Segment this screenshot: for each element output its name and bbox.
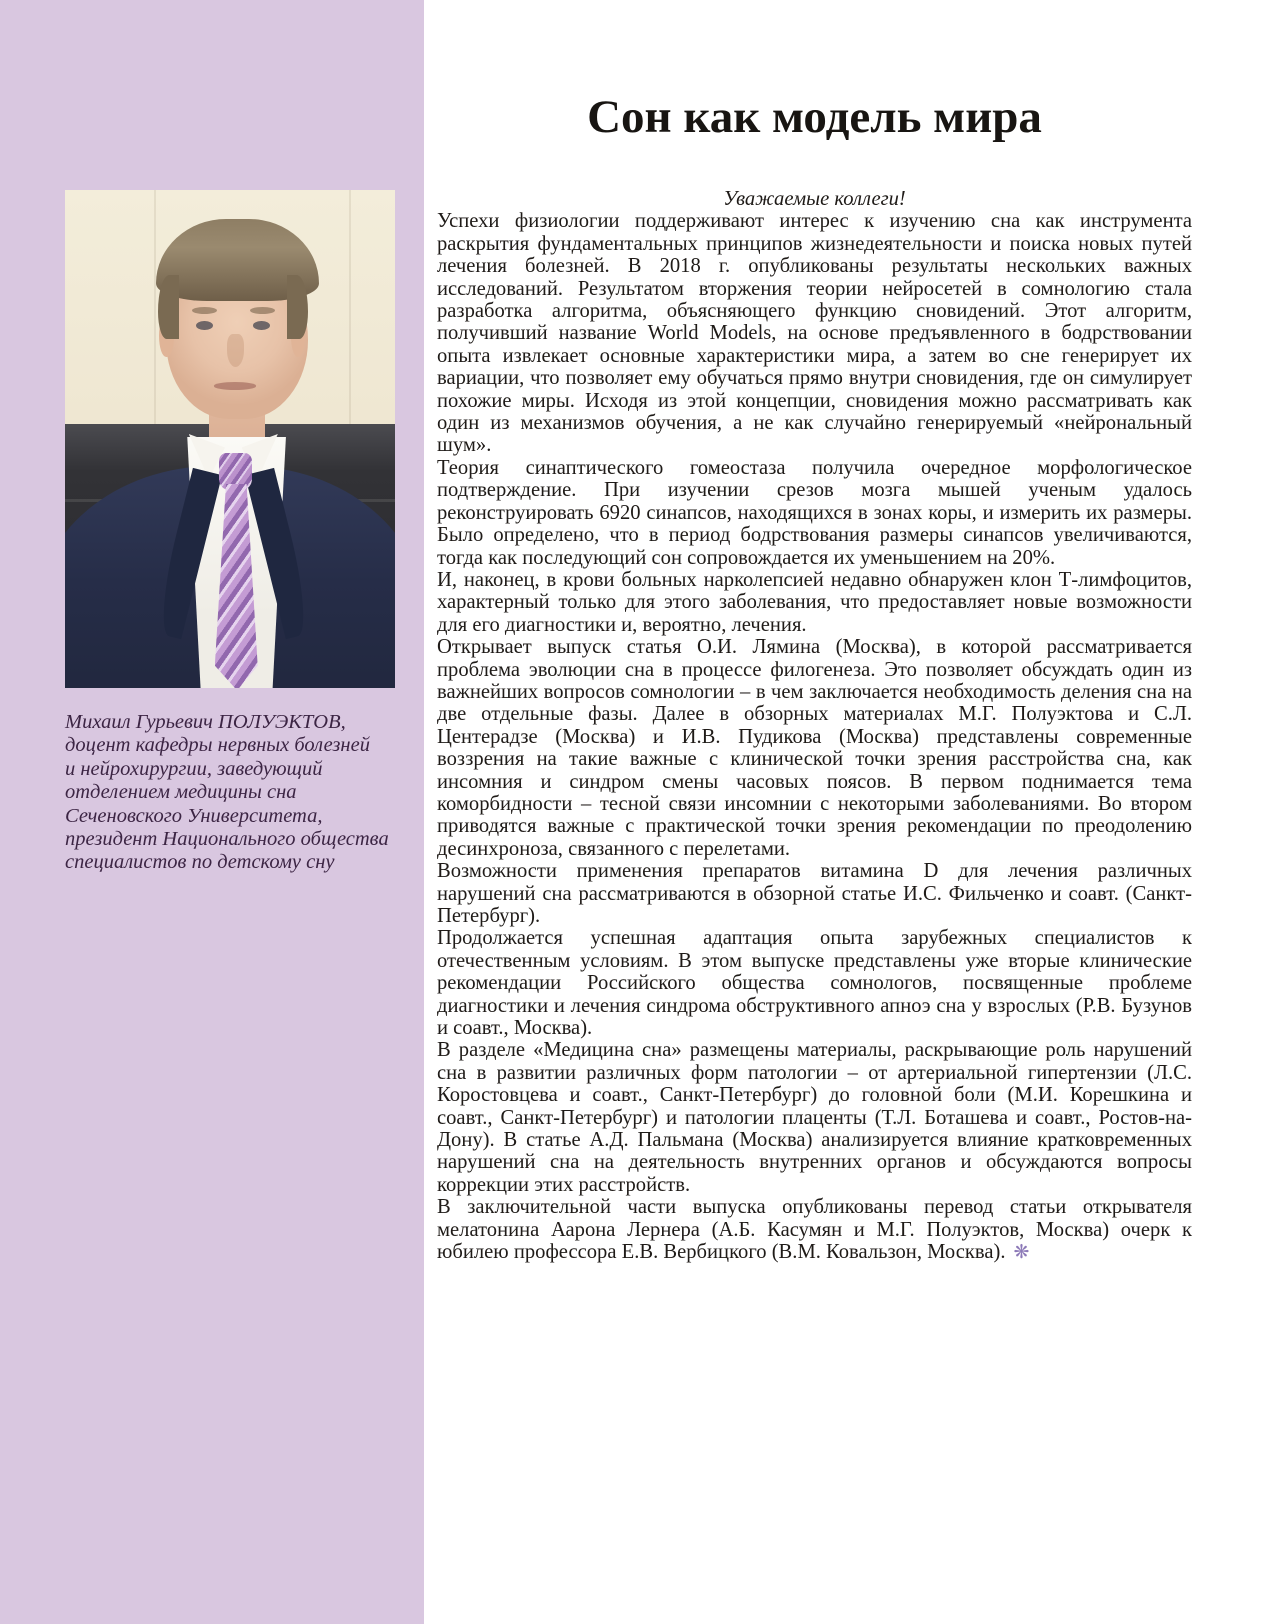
portrait-eyebrow <box>250 307 275 314</box>
salutation: Уважаемые коллеги! <box>723 188 906 210</box>
portrait-hair <box>158 275 178 340</box>
paragraph-list <box>437 210 1192 1196</box>
sidebar <box>0 0 424 1624</box>
end-mark-icon: ❋ <box>1013 1242 1030 1264</box>
paragraph: В разделе «Медицина сна» размещены материалы, раскрывающие роль нарушений сна в развитии различных форм патологии – от артериальной гипертензии (Л.С. Коростовцева и соавт., Санкт-Петербург) до головной боли (М.И. Корешкина и соавт., Санкт-Петербург) и патологии плаценты (Т.Л. Боташева и соавт., Ростов-на-Дону). В статье А.Д. Пальмана (Москва) анализируется влияние кратковременных нарушений сна на деятельность внутренних органов и обсуждаются вопросы коррекции этих расстройств. <box>437 1039 1192 1196</box>
page-title: Сон как модель мира <box>587 91 1042 143</box>
portrait-caption <box>65 711 400 875</box>
portrait-mouth <box>214 382 257 389</box>
portrait-photo <box>65 190 395 688</box>
caption-line: доцент кафедры нервных болезней <box>65 734 370 757</box>
caption-line: специалистов по детскому сну <box>65 851 335 874</box>
caption-line: президент Национального общества <box>65 828 389 851</box>
portrait-eyebrow <box>192 307 217 314</box>
paragraph: Теория синаптического гомеостаза получила очередное морфологическое подтверждение. При изучении срезов мозга мышей ученым удалось реконструировать 6920 синапсов, находящихся в зонах коры, и измерить их размеры. Было определено, что в период бодрствования размеры синапсов увеличиваются, тогда как последующий сон сопровождается их уменьшением на 20%. <box>437 456 1192 569</box>
editorial-body <box>437 210 1192 1264</box>
paragraph: Возможности применения препаратов витамина D для лечения различных нарушений сна рассматриваются в обзорной статье И.С. Фильченко и соавт. (Санкт-Петербург). <box>437 860 1192 927</box>
paragraph-final <box>437 1196 1192 1264</box>
caption-line: и нейрохирургии, заведующий <box>65 757 323 780</box>
main-column <box>437 0 1192 1265</box>
caption-line: Сеченовского Университета, <box>65 804 323 827</box>
paragraph: Открывает выпуск статья О.И. Лямина (Москва), в которой рассматривается проблема эволюции сна в процессе филогенеза. Это позволяет обсуждать один из важнейших вопросов сомнологии – в чем заключается необходимость деления сна на две отдельные фазы. Далее в обзорных материалах М.Г. Полуэктова и С.Л. Центерадзе (Москва) и И.В. Пудикова (Москва) представлены современные воззрения на такие важные с клинической точки зрения расстройства сна, как инсомния и синдром смены часовых поясов. В первом поднимается тема коморбидности – тесной связи инсомнии с некоторыми заболеваниями. Во втором приводятся важные с практической точки зрения рекомендации по преодолению десинхроноза, связанного с перелетами. <box>437 636 1192 860</box>
photo-background-seam <box>349 190 351 429</box>
paragraph-final-text: В заключительной части выпуска опубликованы перевод статьи открывателя мелатонина Аарона Лернера (А.Б. Касумян и М.Г. Полуэктов, Москва) очерк к юбилею профессора Е.В. Вербицкого (В.М. Ковальзон, Москва). <box>437 1196 1192 1264</box>
caption-line: Михаил Гурьевич ПОЛУЭКТОВ, <box>65 711 346 733</box>
paragraph: Продолжается успешная адаптация опыта зарубежных специалистов к отечественным условиям. В этом выпуске представлены уже вторые клинические рекомендации Российского общества сомнологов, посвященные проблеме диагностики и лечения синдрома обструктивного апноэ сна у взрослых (Р.В. Бузунов и соавт., Москва). <box>437 927 1192 1040</box>
photo-background-seam <box>154 190 156 429</box>
paragraph: И, наконец, в крови больных нарколепсией недавно обнаружен клон Т-лимфоцитов, характерный только для этого заболевания, что предоставляет новые возможности для его диагностики и, вероятно, лечения. <box>437 568 1192 636</box>
paragraph: Успехи физиологии поддерживают интерес к изучению сна как инструмента раскрытия фундаментальных принципов жизнедеятельности и поиска новых путей лечения болезней. В 2018 г. опубликованы результаты нескольких важных исследований. Результатом вторжения теории нейросетей в сомнологию стала разработка алгоритма, объясняющего функцию сновидений. Этот алгоритм, получивший название World Models, на основе предъявленного в бодрствовании опыта извлекает основные характеристики мира, а затем во сне генерирует их вариации, что позволяет ему обучаться прямо внутри сновидения, где он симулирует похожие миры. Исходя из этой концепции, сновидения можно рассматривать как один из механизмов обучения, а не как случайно генерируемый «нейрональный шум». <box>437 210 1192 457</box>
caption-line: отделением медицины сна <box>65 781 297 804</box>
portrait-nose <box>227 334 244 366</box>
